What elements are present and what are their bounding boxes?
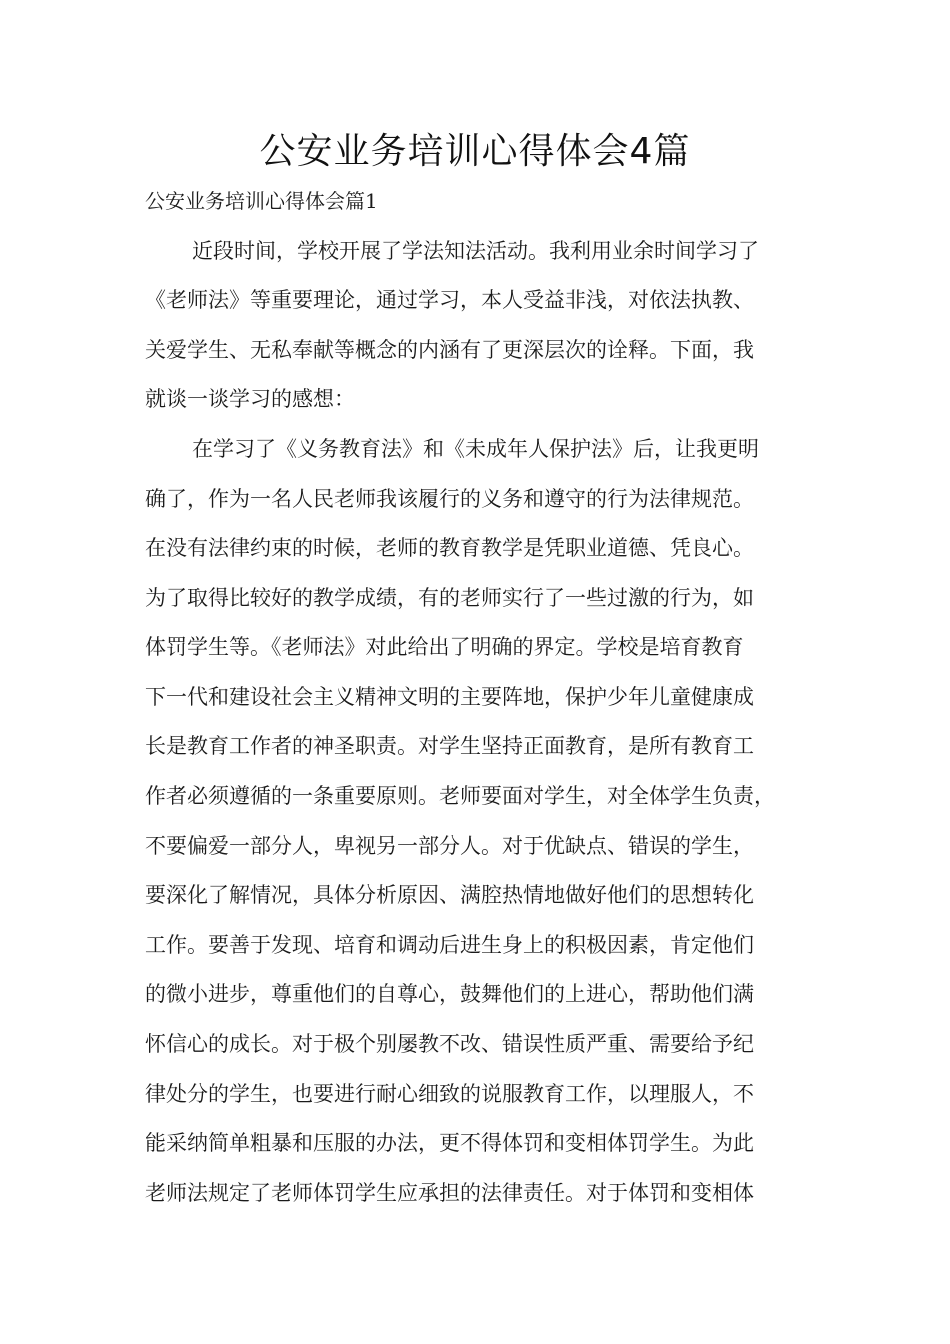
text-line: 确了，作为一名人民老师我该履行的义务和遵守的行为法律规范。 bbox=[145, 487, 754, 511]
text-line: 要深化了解情况，具体分析原因、满腔热情地做好他们的思想转化 bbox=[145, 883, 754, 907]
text-line: 作者必须遵循的一条重要原则。老师要面对学生，对全体学生负责， bbox=[145, 784, 775, 808]
text-line: 《老师法》等重要理论，通过学习，本人受益非浅，对依法执教、 bbox=[145, 288, 754, 312]
text-line: 下一代和建设社会主义精神文明的主要阵地，保护少年儿童健康成 bbox=[145, 685, 754, 709]
text-line: 在学习了《义务教育法》和《未成年人保护法》后，让我更明 bbox=[192, 437, 759, 461]
text-line: 为了取得比较好的教学成绩，有的老师实行了一些过激的行为，如 bbox=[145, 586, 754, 610]
text-line: 在没有法律约束的时候，老师的教育教学是凭职业道德、凭良心。 bbox=[145, 536, 754, 560]
text-line: 体罚学生等。《老师法》对此给出了明确的界定。学校是培育教育 bbox=[145, 635, 744, 659]
section-heading: 公安业务培训心得体会篇1 bbox=[145, 189, 378, 213]
text-line: 律处分的学生，也要进行耐心细致的说服教育工作，以理服人，不 bbox=[145, 1082, 754, 1106]
text-line: 老师法规定了老师体罚学生应承担的法律责任。对于体罚和变相体 bbox=[145, 1181, 754, 1205]
text-line: 的微小进步，尊重他们的自尊心，鼓舞他们的上进心，帮助他们满 bbox=[145, 982, 754, 1006]
text-line: 关爱学生、无私奉献等概念的内涵有了更深层次的诠释。下面，我 bbox=[145, 338, 754, 362]
document-title: 公安业务培训心得体会4篇 bbox=[259, 131, 691, 172]
text-line: 不要偏爱一部分人，卑视另一部分人。对于优缺点、错误的学生， bbox=[145, 834, 754, 858]
text-line: 工作。要善于发现、培育和调动后进生身上的积极因素，肯定他们 bbox=[145, 933, 754, 957]
text-line: 近段时间，学校开展了学法知法活动。我利用业余时间学习了 bbox=[192, 239, 759, 263]
text-line: 怀信心的成长。对于极个别屡教不改、错误性质严重、需要给予纪 bbox=[145, 1032, 754, 1056]
text-line: 就谈一谈学习的感想： bbox=[145, 387, 355, 411]
text-line: 能采纳简单粗暴和压服的办法，更不得体罚和变相体罚学生。为此 bbox=[145, 1131, 754, 1155]
text-line: 长是教育工作者的神圣职责。对学生坚持正面教育，是所有教育工 bbox=[145, 734, 754, 758]
